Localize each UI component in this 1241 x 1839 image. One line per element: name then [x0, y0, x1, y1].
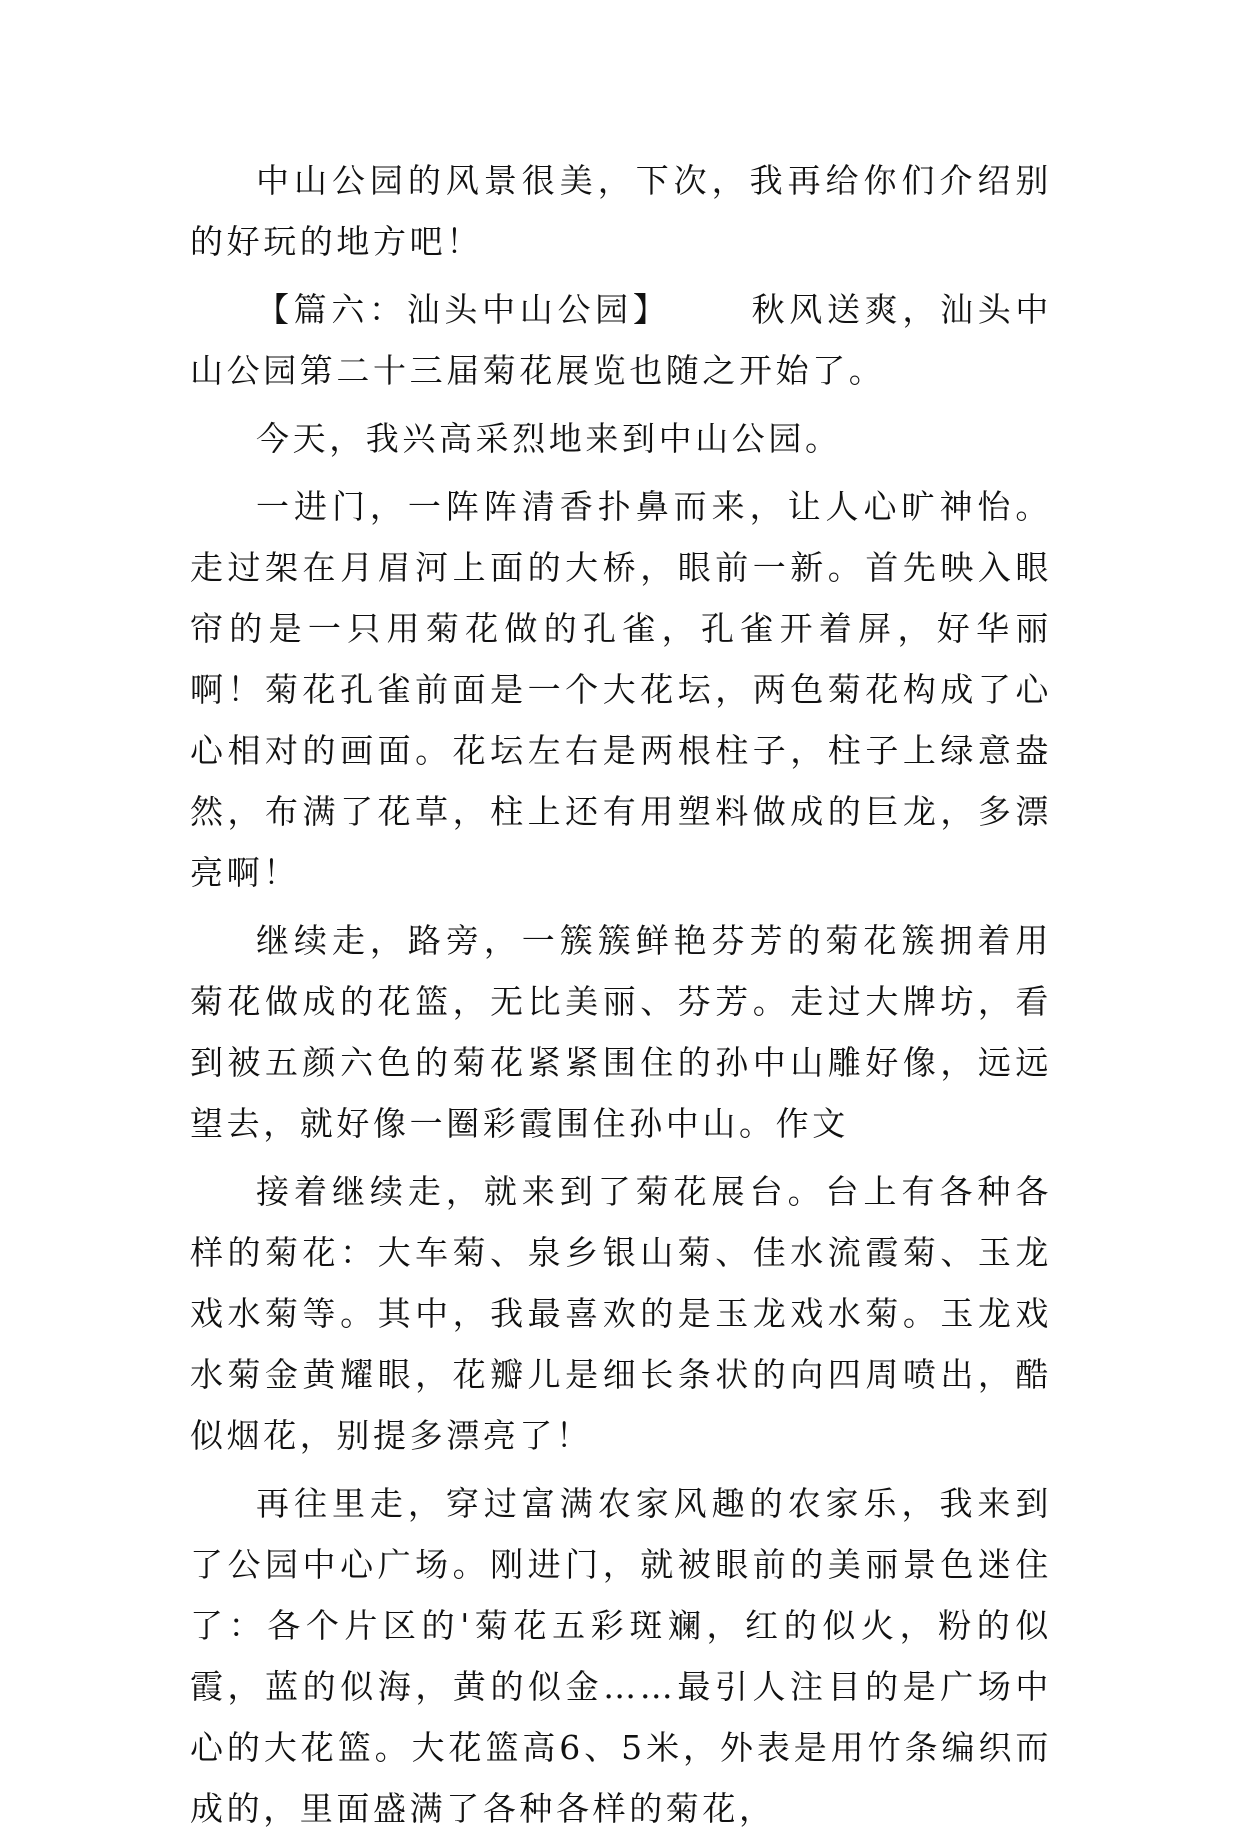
- section-intro: 秋风送爽，汕头中山公园第二十三届菊花展览也随之开始了。: [190, 290, 1052, 390]
- section-title: 【篇六：汕头中山公园】: [256, 290, 671, 329]
- paragraph-entrance: 一进门，一阵阵清香扑鼻而来，让人心旷神怡。走过架在月眉河上面的大桥，眼前一新。首先映入眼帘的是一只用菊花做的孔雀，孔雀开着屏，好华丽啊！菊花孔雀前面是一个大花坛，两色菊花构成了心心相对的画面。花坛左右是两根柱子，柱子上绿意盎然，布满了花草，柱上还有用塑料做成的巨龙，多漂亮啊！: [190, 487, 1052, 892]
- paragraph-section-heading: [190, 279, 1052, 401]
- paragraph-closing: 中山公园的风景很美，下次，我再给你们介绍别的好玩的地方吧！: [190, 161, 1052, 261]
- article-body: [190, 150, 1052, 1839]
- paragraph-plaza: 再往里走，穿过富满农家风趣的农家乐，我来到了公园中心广场。刚进门，就被眼前的美丽景色迷住了：各个片区的'菊花五彩斑斓，红的似火，粉的似霞，蓝的似海，黄的似金……最引人注目的是广场中心的大花篮。大花篮高6、5米，外表是用竹条编织而成的，里面盛满了各种各样的菊花，: [190, 1484, 1052, 1828]
- paragraph-arrival: 今天，我兴高采烈地来到中山公园。: [256, 419, 842, 458]
- paragraph-exhibit: 接着继续走，就来到了菊花展台。台上有各种各样的菊花：大车菊、泉乡银山菊、佳水流霞菊、玉龙戏水菊等。其中，我最喜欢的是玉龙戏水菊。玉龙戏水菊金黄耀眼，花瓣儿是细长条状的向四周喷出，酷似烟花，别提多漂亮了！: [190, 1172, 1052, 1455]
- paragraph-path: 继续走，路旁，一簇簇鲜艳芬芳的菊花簇拥着用菊花做成的花篮，无比美丽、芬芳。走过大牌坊，看到被五颜六色的菊花紧紧围住的孙中山雕好像，远远望去，就好像一圈彩霞围住孙中山。作文: [190, 921, 1052, 1143]
